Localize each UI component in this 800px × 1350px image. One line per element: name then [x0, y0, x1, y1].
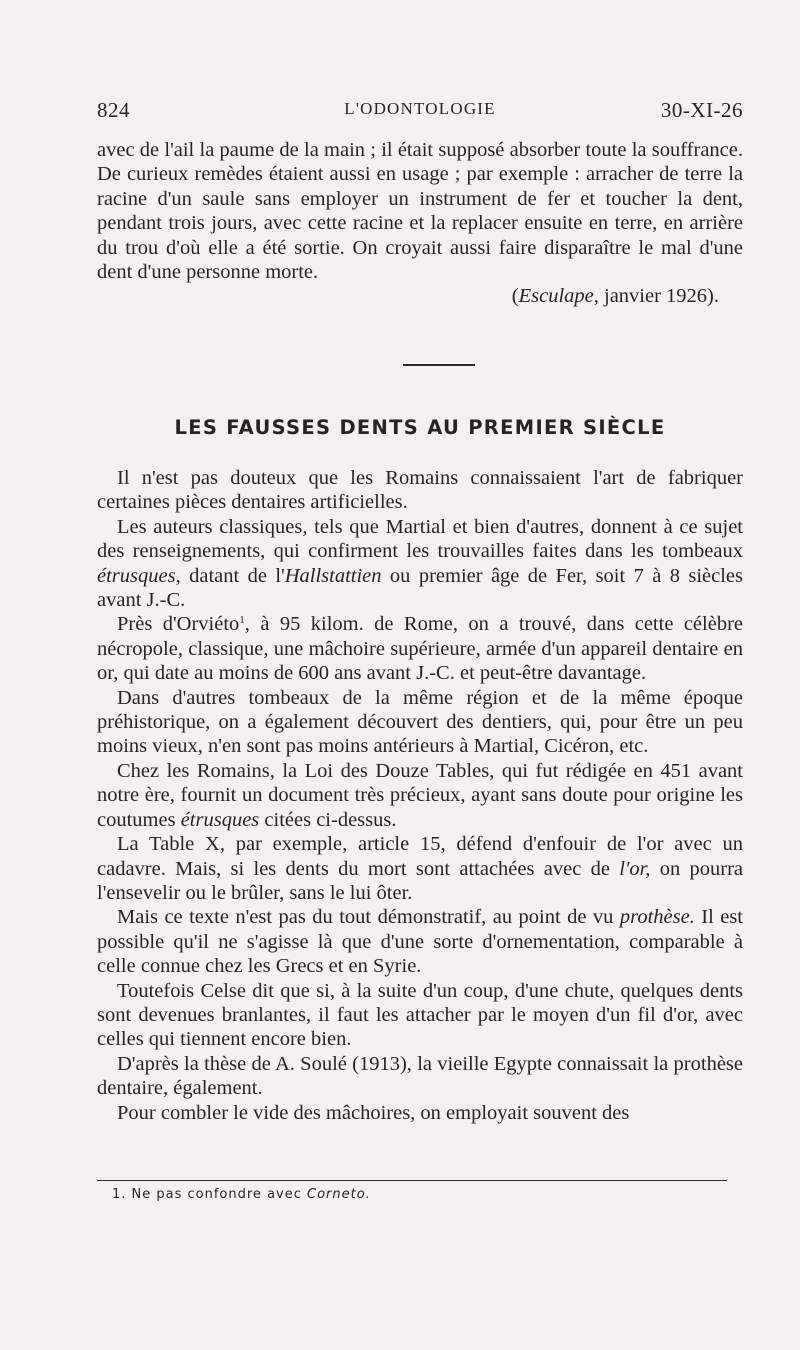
citation-source: Esculape: [518, 285, 594, 308]
section-separator: [403, 364, 475, 366]
italic-term: l'or,: [619, 857, 651, 880]
footnote: 1. Ne pas confondre avec Corneto.: [112, 1187, 371, 1202]
citation: (Esculape, janvier 1926).: [511, 285, 719, 308]
footnote-italic: Corneto.: [307, 1187, 371, 1202]
paragraph: D'après la thèse de A. Soulé (1913), la vieille Egypte connaissait la prothèse dentaire, également.: [97, 1052, 743, 1100]
italic-term: étrusques: [97, 564, 176, 587]
article-body: [97, 466, 743, 1125]
paragraph: La Table X, par exemple, article 15, défend d'enfouir de l'or avec un cadavre. Mais, si les dents du mort sont attachées avec de l'or, on pourra l'ensevelir ou le brûler, sans le lui ôter.: [97, 833, 743, 904]
issue-date: 30-XI-26: [660, 98, 743, 122]
paragraph: Près d'Orviéto$^1$, à 95 kilom. de Rome, on a trouvé, dans cette célèbre nécropole, classique, une mâchoire supérieure, armée d'un appareil dentaire en or, qui date au moins de 600 ans avant J.-C. et peut-être davantage.: [97, 613, 744, 685]
article-heading: LES FAUSSES DENTS AU PREMIER SIÈCLE: [174, 416, 666, 439]
italic-term: étrusques: [180, 808, 260, 831]
citation-date: , janvier 1926).: [593, 285, 719, 308]
italic-term: Hallstattien: [284, 564, 382, 587]
previous-article-ending: [97, 138, 743, 309]
page-number: 824: [97, 98, 130, 122]
paragraph: Pour combler le vide des mâchoires, on employait souvent des: [117, 1101, 630, 1124]
paragraph: Chez les Romains, la Loi des Douze Tables, qui fut rédigée en 451 avant notre ère, fournit un document très précieux, ayant sans doute pour origine les coutumes étrusques citées ci-dessus.: [97, 759, 743, 831]
running-header: [97, 98, 743, 128]
paragraph: Les auteurs classiques, tels que Martial et bien d'autres, donnent à ce sujet des renseignements, qui confirment les trouvailles faites dans les tombeaux étrusques, datant de l'Hallstattien ou premier âge de Fer, soit 7 à 8 siècles avant J.-C.: [97, 515, 744, 612]
journal-title: L'ODONTOLOGIE: [344, 99, 496, 118]
paragraph: Il n'est pas douteux que les Romains connaissaient l'art de fabriquer certaines pièces dentaires artificielles.: [97, 467, 743, 514]
paragraph: Toutefois Celse dit que si, à la suite d'un coup, d'une chute, quelques dents sont devenues branlantes, il faut les attacher par le moyen d'un fil d'or, avec celles qui tiennent encore bien.: [97, 979, 743, 1051]
italic-term: prothèse.: [619, 906, 695, 929]
footnote-rule: [97, 1180, 727, 1181]
paragraph: Dans d'autres tombeaux de la même région et de la même époque préhistorique, on a également découvert des dentiers, qui, pour être un peu moins vieux, n'en sont pas moins antérieurs à Martial, Cicéron, etc.: [97, 686, 743, 758]
paragraph: Mais ce texte n'est pas du tout démonstratif, au point de vu prothèse. Il est possible qu'il ne s'agisse là que d'une sorte d'ornementation, comparable à celle connue chez les Grecs et en Syrie.: [97, 906, 744, 978]
continuation-paragraph: avec de l'ail la paume de la main ; il était supposé absorber toute la souffrance. De curieux remèdes étaient aussi en usage ; par exemple : arracher de terre la racine d'un saule sans employer un instrument de fer et toucher la dent, pendant trois jours, avec cette racine et la replacer ensuite en terre, en arrière du trou d'où elle a été sortie. On croyait aussi faire disparaître le mal d'une dent d'une personne morte.: [97, 139, 743, 284]
footnote-reference: 1: [239, 614, 245, 627]
